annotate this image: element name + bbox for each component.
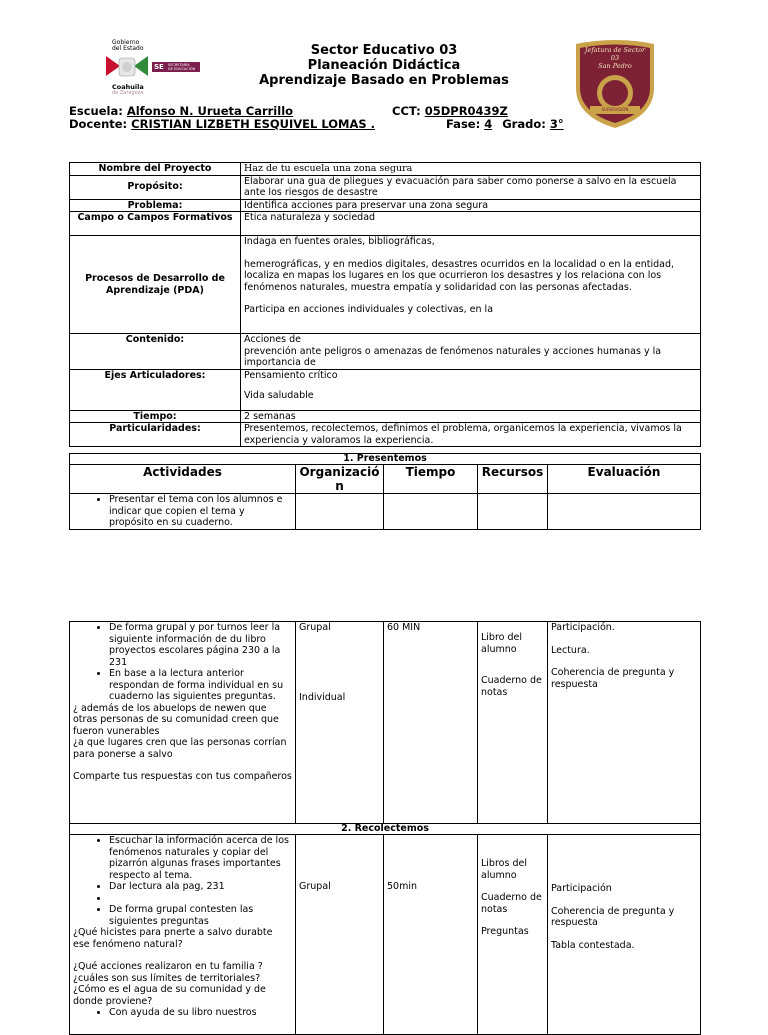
grado-label: Grado: bbox=[502, 117, 546, 131]
p2-r2-time-value: 50min bbox=[387, 881, 418, 892]
ejes-item-1: Pensamiento crítico bbox=[244, 369, 338, 381]
p2-r2-bullet-4: • De forma grupal contesten las siguientes preguntas bbox=[109, 904, 292, 927]
p2-r1-bullet-2: • En base a la lectura anterior respondan de forma individual en su cuaderno las siguientes preguntas. bbox=[109, 668, 292, 703]
docente-value: CRISTIAN LIZBETH ESQUIVEL LOMAS . bbox=[131, 117, 376, 131]
activities-table-continued bbox=[69, 621, 701, 1035]
pda-value bbox=[241, 236, 701, 334]
cct-value: 05DPR0439Z bbox=[424, 104, 508, 118]
contenido-paragraph-2: prevención ante peligros o amenazas de fenómenos naturales y acciones humanas y la importancia de bbox=[244, 345, 662, 368]
col-tiempo: Tiempo bbox=[384, 465, 478, 494]
p2-r1-time: 60 MIN bbox=[384, 622, 478, 824]
escuela-value: Alfonso N. Urueta Carrillo bbox=[126, 104, 294, 118]
p2-r2-org: Grupal bbox=[299, 881, 331, 892]
p2-r2-resources bbox=[478, 835, 548, 1035]
gobierno-label: Gobierno del Estado bbox=[112, 39, 144, 52]
p2-r1-eval-3: Coherencia de pregunta y respuesta bbox=[551, 667, 675, 690]
title-line-1: Sector Educativo 03 bbox=[310, 43, 458, 58]
col-organizacion: Organizació n bbox=[296, 465, 384, 494]
p2-r2-bullet-2: • Dar lectura ala pag, 231 bbox=[109, 881, 292, 893]
p2-r2-resource-1: Libros del alumno bbox=[481, 858, 527, 881]
project-table bbox=[69, 162, 701, 447]
p2-r1-resource-2: Cuaderno de notas bbox=[481, 675, 542, 698]
campos-label: Campo o Campos Formativos bbox=[70, 212, 241, 236]
activity-bullet: • Presentar el tema con los alumnos e indicar que copien el tema y propósito en su cuaderno. bbox=[109, 494, 292, 529]
docente-line bbox=[69, 118, 375, 131]
title-line-2: Planeación Didáctica bbox=[307, 58, 461, 73]
ejes-label: Ejes Articuladores: bbox=[70, 369, 241, 410]
col-actividades: Actividades bbox=[70, 465, 296, 494]
p2-r1-organization bbox=[296, 622, 384, 824]
p2-r2-bullet-3 bbox=[109, 893, 292, 905]
campos-value: Ética naturaleza y sociedad bbox=[241, 212, 701, 236]
p2-r1-resource-1: Libro del alumno bbox=[481, 632, 523, 655]
tiempo-label: Tiempo: bbox=[70, 410, 241, 423]
contenido-paragraph-1: Acciones de bbox=[244, 334, 301, 345]
grado-value: 3° bbox=[549, 117, 564, 131]
project-name-value: Haz de tu escuela una zona segura bbox=[241, 163, 701, 176]
p2-r1-resources bbox=[478, 622, 548, 824]
p2-r2-organization bbox=[296, 835, 384, 1035]
project-name-label: Nombre del Proyecto bbox=[70, 163, 241, 176]
p2-r1-share: Comparte tus respuestas con tus compañeros bbox=[73, 771, 292, 782]
contenido-label: Contenido: bbox=[70, 334, 241, 370]
p2-r1-eval-1: Participación. bbox=[551, 622, 615, 633]
fase-label: Fase: bbox=[446, 117, 481, 131]
p2-r2-time bbox=[384, 835, 478, 1035]
coahuila-brand: Coahuila de Zaragoza bbox=[112, 83, 144, 96]
activities-table bbox=[69, 453, 701, 530]
pda-paragraph-2: hemerográficas, y en medios digitales, desastres ocurridos en la localidad o en la entidad, localiza en mapas los lugares en los que ocurrieron los desastres y los relaciona con los fenómenos naturales, muestra empatía y solidaridad con las personas afectadas. bbox=[244, 258, 675, 293]
p2-r2-bullet-5: • Con ayuda de su libro nuestros bbox=[109, 1007, 292, 1019]
title-line-3: Aprendizaje Basado en Problemas bbox=[259, 73, 509, 88]
seal-banner: SUPERVISIÓN bbox=[601, 107, 629, 112]
p2-r2-resource-2: Cuaderno de notas bbox=[481, 892, 542, 915]
ejes-value bbox=[241, 369, 701, 410]
contenido-value bbox=[241, 334, 701, 370]
p2-activity-row-2 bbox=[70, 835, 296, 1035]
pda-paragraph-1: Indaga en fuentes orales, bibliográficas, bbox=[244, 236, 435, 247]
section-presentemos: 1. Presentemos bbox=[70, 454, 701, 465]
cct-label: CCT: bbox=[392, 104, 421, 118]
p2-r1-question-1: ¿ además de los abuelops de newen que otras personas de su comunidad creen que fueron vunerables bbox=[73, 702, 279, 737]
section-recolectemos: 2. Recolectemos bbox=[70, 824, 701, 835]
p2-r2-question-2: ¿Qué acciones realizaron en tu familia ? bbox=[73, 961, 263, 972]
p2-r2-eval-3: Tabla contestada. bbox=[551, 939, 635, 951]
right-logo bbox=[570, 38, 660, 130]
p2-r2-resource-3: Preguntas bbox=[481, 926, 529, 937]
p2-r1-evaluation bbox=[548, 622, 701, 824]
activity-row-1-time bbox=[384, 494, 478, 530]
p2-activity-row-1 bbox=[70, 622, 296, 824]
pda-label: Procesos de Desarrollo de Aprendizaje (PDA) bbox=[70, 236, 241, 334]
document-title bbox=[200, 43, 568, 88]
p2-r1-bullet-1: • De forma grupal y por turnos leer la siguiente información de du libro proyectos escolares página 230 a la 231 bbox=[109, 622, 292, 668]
pda-paragraph-3: Participa en acciones individuales y colectivas, en la bbox=[244, 304, 494, 315]
p2-r1-org-1: Grupal bbox=[299, 622, 331, 633]
activity-row-1 bbox=[70, 494, 296, 530]
problem-value: Identifica acciones para preservar una zona segura bbox=[241, 199, 701, 212]
docente-label: Docente: bbox=[69, 117, 128, 131]
activity-row-1-resources bbox=[478, 494, 548, 530]
coahuila-emblem-icon bbox=[104, 52, 150, 86]
p2-r2-eval-1: Participación bbox=[551, 883, 612, 894]
col-recursos: Recursos bbox=[478, 465, 548, 494]
fase-value: 4 bbox=[484, 117, 493, 131]
left-logo bbox=[104, 38, 204, 96]
p2-r2-question-1: ¿Qué hicistes para pnerte a salvo durabte ese fenómeno natural? bbox=[73, 927, 273, 950]
fase-grado-line bbox=[446, 118, 564, 131]
seal-text: Jefatura de Sector 03 San Pedro bbox=[584, 46, 646, 70]
activity-row-1-eval bbox=[548, 494, 701, 530]
problem-label: Problema: bbox=[70, 199, 241, 212]
ejes-item-2: Vida saludable bbox=[244, 390, 314, 401]
p2-r2-eval-2: Coherencia de pregunta y respuesta bbox=[551, 905, 675, 928]
p2-r1-org-2: Individual bbox=[299, 691, 346, 703]
particularidades-value: Presentemos, recolectemos, definimos el problema, organicemos la experiencia, vivamos la experiencia y valoramos la experiencia. bbox=[241, 423, 701, 447]
purpose-label: Propósito: bbox=[70, 175, 241, 199]
activity-row-1-org bbox=[296, 494, 384, 530]
p2-r1-question-2: ¿a que lugares cren que las personas corrían para ponerse a salvo bbox=[73, 737, 287, 760]
p2-r2-question-4: ¿Cómo es el agua de su comunidad y de donde proviene? bbox=[73, 984, 266, 1007]
se-logo: SE SECRETARÍA DE EDUCACIÓN bbox=[152, 62, 200, 72]
p2-r2-evaluation bbox=[548, 835, 701, 1035]
purpose-value: Elaborar una gua de pliegues y evacuación para saber como ponerse a salvo en la escuela ante los riesgos de desastre bbox=[241, 175, 701, 199]
p2-r1-eval-2: Lectura. bbox=[551, 644, 590, 656]
col-evaluacion: Evaluación bbox=[548, 465, 701, 494]
escuela-label: Escuela: bbox=[69, 104, 123, 118]
p2-r2-bullet-1: • Escuchar la información acerca de los fenómenos naturales y copiar del pizarrón algunas frases importantes respecto al tema. bbox=[109, 835, 292, 881]
particularidades-label: Particularidades: bbox=[70, 423, 241, 447]
tiempo-value: 2 semanas bbox=[241, 410, 701, 423]
p2-r2-question-3: ¿cuáles son sus límites de territoriales? bbox=[73, 972, 261, 984]
